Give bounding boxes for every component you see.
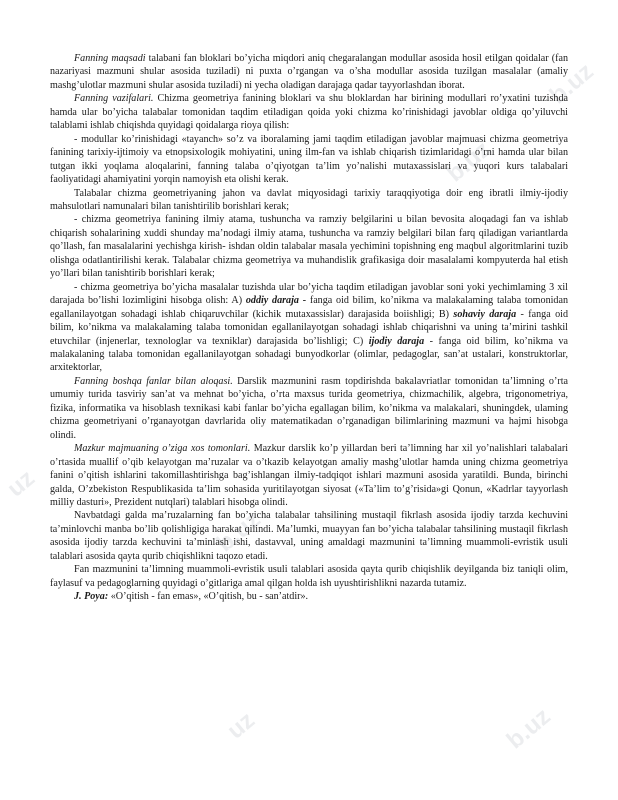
- watermark: b.uz: [211, 505, 266, 558]
- tasks-heading: Fanning vazifalari.: [74, 93, 154, 105]
- paragraph-relations: Fanning boshqa fanlar bilan aloqasi. Darslik mazmunini rasm topdirishda bakalavriatlar tomonidan ta’limning o’rta umumiy turida tasviriy san’at va mehnat bo’yicha, o’rta maxsus turida geometriya, chizmachilik, algebra, trigonometriya, fizika, informatika va hisoblash texnikasi kabi fanlar bo’yicha egallagan bilim, ko’nikma va malakalari, shuningdek, ulaming chizma geometriyani o’rganayotgan davrlarida oliy matematikadan o’rganadigan bilimlarining mazmuni va hajmi hisobga olindi.: [50, 375, 568, 441]
- paragraph-levels: - chizma geometriya bo’yicha masalalar tuzishda ular bo’yicha taqdim etiladigan javoblar soni yoki yechimlaming 3 xil darajada bo’lishi lozimligini hisobga olish: A) oddiy daraja - fanga oid bilim, ko’nikma va malakalaming talaba tomonidan egallanilayotgan sohadagi ishlab chiqaruvchilar (kichik mutaxassislar) darajasida boiishligi; B) sohaviy daraja - fanga oid bilim, ko’nikma va malakalaming talaba tomonidan egallanilayotgan sohadagi ishlab chiqarishni va uning ta’mirini tashkil etuvchilar (injenerlar, texnologlar va texniklar) darajasida bo’lishligi; C) ijodiy daraja - fanga oid bilim, ko’nikma va malakalaning talaba tomonidan egallanilayotgan sohadagi bunyodkorlar (olimlar, pedagoglar, san’at ustalari, konstruktorlar, arxitektorlar,: [50, 281, 568, 374]
- paragraph-tasks: Fanning vazifalari. Chizma geometriya fanining bloklari va shu bloklardan har birining modullari ro’yxatini tuzishda hamda ular bo’yicha talabalar tomonidan taqdim etiladigan qoida yoki chizma ko’rinishidagi javoblar oldiga qo’yiluvchi talablami ishlab chiqishda quyidagi qoidalarga rioya qilish:: [50, 93, 568, 132]
- paragraph-goal: Fanning maqsadi talabani fan bloklari bo’yicha miqdori aniq chegaralangan modullar asosida hosil etilgan qoidalar (fan nazariyasi mazmuni shular asosida tuziladi) ni puxta o’rgangan va o’sha modullar asosida tuzilgan masalalar (amaliy mashg’ulotlar mazmuni shular asosida tuziladi) ni yecha oladigan darajaga qadar tayyorlashdan iborat.: [50, 53, 568, 91]
- level-creative: ijodiy daraja: [368, 335, 425, 347]
- quote-author: J. Poya:: [74, 591, 109, 603]
- paragraph-history: Talabalar chizma geometriyaning jahon va davlat miqyosidagi tarixiy taraqqiyotiga doir eng ibratli ilmiy-ijodiy mahsulotlari namunalari bilan tanishtirilib borishlari kerak;: [50, 187, 568, 212]
- watermark: b.uz: [544, 57, 599, 110]
- features-heading: Mazkur majmuaning o’ziga xos tomonlari.: [74, 443, 251, 455]
- document-page: [50, 52, 568, 604]
- watermark: uz: [2, 464, 40, 503]
- watermark: b.uz: [441, 135, 496, 188]
- level-field: sohaviy daraja: [453, 308, 517, 320]
- paragraph-quote: J. Poya: «O’qitish - fan emas», «O’qitish, bu - san’atdir».: [74, 591, 309, 603]
- goal-heading: Fanning maqsadi: [74, 53, 146, 64]
- level-simple: oddiy daraja -: [245, 295, 307, 307]
- paragraph-features: Mazkur majmuaning o’ziga xos tomonlari. Mazkur darslik ko’p yillardan beri ta’limning har xil yo’nalishlari talabalari o’rtasida muallif o’qib kelayotgan ma’ruzalar va o’tkazib kelayotgan amaliy mashg’ulotlar hamda uning chizma geometriya fanini o’qitish ishlarini takomillashtirishga bag’ishlangan ilmiy-tadqiqot ishlari mazmuni asosida yaratildi. Bunda, birinchi galda, O’zbekiston Respublikasida ta’lim sohasida yuritilayotgan siyosat («Ta’lim to’g’risida»gi Qonun, «Kadrlar tayyorlash milliy dasturi», Prezident nutqlari) talablari hisobga olindi.: [50, 443, 568, 508]
- relations-heading: Fanning boshqa fanlar bilan aloqasi.: [74, 375, 233, 387]
- watermark: b.uz: [501, 702, 556, 755]
- watermark: uz: [222, 706, 260, 745]
- paragraph-method: Fan mazmunini ta’limning muammoli-evristik usuli talablari asosida qayta qurib chiqishlik deyilganda biz taniqli olim, faylasuf va pedagoglarning quyidagi o’gitlariga amal qilgan holda ish uyushtirishlikni nazarda tutamiz.: [50, 564, 568, 589]
- paragraph-next: Navbatdagi galda ma’ruzalarning fan bo’yicha talabalar tahsilining mustaqil fikrlash asosida ijodiy tarzda kechuvini ta’minlovchi manba bo’lib qolishligiga harakat qilindi. Ma’lumki, muayyan fan bo’yicha talabalar tahsilining mustaqil fikrlash asosida ijodiy tarzda kechuvini ta’minlash ishi, dastavval, uning amaldagi mazmunini ta’limning muammoli-evristik usuli talablari asosida qayta qurib chiqishlikni taqozo etadi.: [50, 510, 568, 562]
- paragraph-modules: - modullar ko’rinishidagi «tayanch» so’z va iboralaming jami taqdim etiladigan javoblar majmuasi chizma geometriya fanining tarixiy-ijtimoiy va etnopsixologik mohiyatini, uning ilm-fan va ishlab chiqarish tizimlaridagi o’rni hamda ular bilan tutgan ikki yoqlama aloqalarini, fanning talaba o’qiyotgan ta’lim yo’nalishi mutaxassislari va yuqori kurs talabalari faoliyatidagi ahamiyatini yorqin namoyish eta olishi kerak.: [50, 133, 568, 186]
- paragraph-terms: - chizma geometriya fanining ilmiy atama, tushuncha va ramziy belgilarini u bilan bevosita aloqadagi fan va ishlab chiqarish sohalarining xuddi shunday ma’nodagi ilmiy atama, tushuncha va ramziy belgilari bilan farq qiladigan variantlarda qo’llash, fan masalalarini yechishga kirish- ishdan oldin talabalar masala yechimini topishning eng maqbul algoritmlarini tuzib olishga odatlantirilishi kerak. Talabalar chizma geometriya va muhandislik grafikasiga doir masalalami kompyuterda hal etish yo’llari bilan tanishtirib borishlari kerak;: [50, 214, 568, 280]
